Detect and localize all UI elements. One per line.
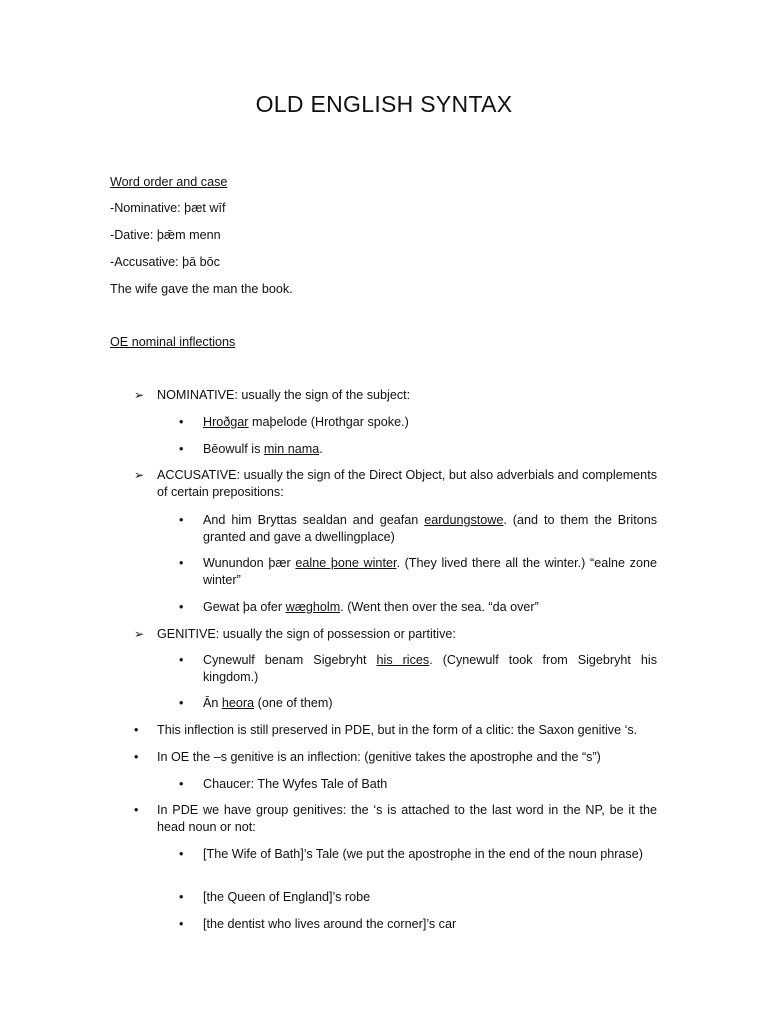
example-text: . (and to them the Britons granted and gave a dwellingplace)	[203, 513, 658, 544]
genitive-example-2	[203, 695, 657, 712]
nominative-example-1	[203, 414, 657, 431]
example-text: Cynewulf benam Sigebryht	[203, 653, 377, 667]
underlined-term: Hroðgar	[203, 415, 249, 429]
dot-bullet-icon: •	[179, 847, 184, 861]
dot-bullet-icon: •	[134, 803, 139, 817]
example-text: Ān	[203, 696, 222, 710]
word-order-line-2: -Dative: þǣm menn	[110, 228, 221, 242]
accusative-example-3	[203, 599, 657, 616]
example-text: Gewat þa ofer	[203, 600, 286, 614]
group-genitive-example-3: [the dentist who lives around the corner]’s car	[203, 917, 457, 931]
section-heading-word-order: Word order and case	[110, 175, 228, 189]
note-group-genitives: In PDE we have group genitives: the ‘s is attached to the last word in the NP, be it the head noun or not:	[157, 803, 657, 834]
word-order-line-4: The wife gave the man the book.	[110, 282, 293, 296]
underlined-term: eardungstowe	[424, 513, 504, 527]
dot-bullet-icon: •	[179, 890, 184, 904]
group-genitive-example-1: [The Wife of Bath]’s Tale (we put the apostrophe in the end of the noun phrase)	[203, 847, 643, 861]
dot-bullet-icon: •	[134, 723, 139, 737]
note-clitic: This inflection is still preserved in PDE, but in the form of a clitic: the Saxon genitive ‘s.	[157, 723, 638, 737]
example-text: .	[319, 442, 323, 456]
dot-bullet-icon: •	[179, 513, 184, 527]
arrowhead-bullet-icon: ➢	[134, 388, 145, 402]
underlined-term: ealne þone winter	[295, 556, 397, 570]
accusative-label: ACCUSATIVE: usually the sign of the Direct Object, but also adverbials and complements of certain prepositions:	[157, 468, 657, 499]
arrowhead-bullet-icon: ➢	[134, 468, 145, 482]
word-order-line-3: -Accusative: þā bōc	[110, 255, 220, 269]
dot-bullet-icon: •	[179, 777, 184, 791]
example-text: . (They lived there all the winter.) “ealne zone winter”	[203, 556, 657, 587]
example-text: . (Went then over the sea. “da over”	[340, 600, 539, 614]
underlined-term: heora	[221, 696, 255, 710]
nominative-example-2	[203, 441, 657, 458]
word-order-line-1: -Nominative: þæt wīf	[110, 201, 226, 215]
nominative-label: NOMINATIVE: usually the sign of the subject:	[157, 388, 411, 402]
dot-bullet-icon: •	[179, 415, 184, 429]
example-text: maþelode (Hrothgar spoke.)	[248, 415, 409, 429]
dot-bullet-icon: •	[134, 750, 139, 764]
example-text: Wunundon þær	[203, 556, 296, 570]
arrowhead-bullet-icon: ➢	[134, 627, 145, 641]
underlined-term: wægholm	[285, 600, 341, 614]
accusative-example-2	[203, 555, 657, 589]
example-text: (one of them)	[254, 696, 333, 710]
note-oe-genitive: In OE the –s genitive is an inflection: (genitive takes the apostrophe and the “s”)	[157, 750, 601, 764]
genitive-example-1	[203, 652, 657, 686]
dot-bullet-icon: •	[179, 442, 184, 456]
underlined-term: his rices	[376, 653, 430, 667]
example-text: And him Bryttas sealdan and geafan	[203, 513, 425, 527]
underlined-term: min nama	[263, 442, 320, 456]
page-title: OLD ENGLISH SYNTAX	[255, 91, 513, 117]
note-chaucer: Chaucer: The Wyfes Tale of Bath	[203, 777, 388, 791]
dot-bullet-icon: •	[179, 556, 184, 570]
dot-bullet-icon: •	[179, 600, 184, 614]
group-genitive-example-2: [the Queen of England]’s robe	[203, 890, 371, 904]
dot-bullet-icon: •	[179, 917, 184, 931]
accusative-example-1	[203, 512, 657, 546]
genitive-label: GENITIVE: usually the sign of possession or partitive:	[157, 627, 456, 641]
example-text: . (Cynewulf took from Sigebryht his kingdom.)	[203, 653, 658, 684]
example-text: Bēowulf is	[203, 442, 264, 456]
dot-bullet-icon: •	[179, 696, 184, 710]
dot-bullet-icon: •	[179, 653, 184, 667]
section-heading-inflections: OE nominal inflections	[110, 335, 236, 349]
